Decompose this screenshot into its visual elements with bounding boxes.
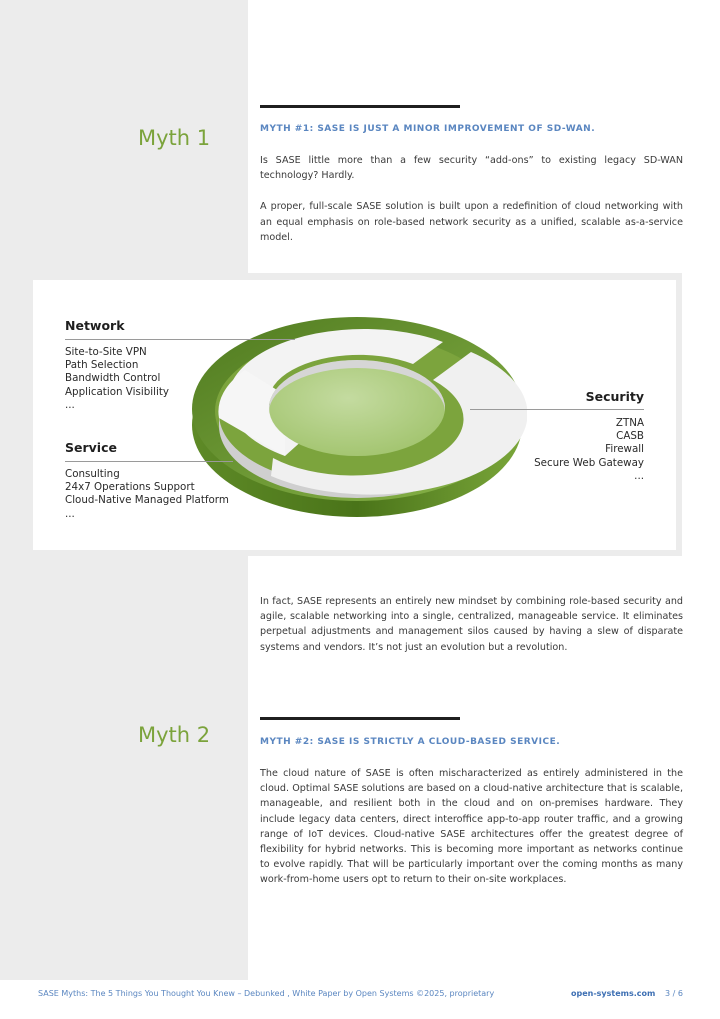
footer-link[interactable]: open-systems.com: [571, 989, 656, 998]
network-list: [65, 346, 169, 412]
myth1-followup: In fact, SASE represents an entirely new mindset by combining role-based security and agile, scalable networking into a single, centralized, manageable service. It eliminates perpetual adjustments and management silos caused by having a slew of disparate systems and vendors. It’s not just an evolution but a revolution.: [260, 596, 683, 653]
security-list: [500, 417, 644, 483]
service-title: Service: [65, 440, 117, 455]
myth1-rule: [260, 105, 460, 108]
service-leader-line: [65, 461, 233, 462]
network-title: Network: [65, 318, 125, 333]
sase-ring-diagram: [185, 308, 527, 523]
myth1-paragraph-1: Is SASE little more than a few security “add-ons” to existing legacy SD-WAN technology? Hardly.: [260, 155, 683, 182]
security-title: Security: [585, 389, 644, 404]
list-item: ZTNA: [615, 417, 644, 429]
list-item: Firewall: [605, 443, 644, 456]
security-leader-line: [470, 409, 644, 410]
myth2-body: The cloud nature of SASE is often mischaracterized as entirely administered in the cloud. Optimal SASE solutions are based on a cloud-native architecture that is scalable, manageable, and resilient both in the cloud and on on-premises hardware. They include legacy data centers, direct interoffice app-to-app router traffic, and a growing range of IoT devices. Cloud-native SASE architectures offer the greatest degree of flexibility for hybrid networks. This is becoming more important as networks continue to evolve rapidly. That will be particularly important over the coming months as many work-from-home users opt to return to their on-site workplaces.: [260, 768, 683, 886]
list-item: CASB: [616, 430, 644, 443]
list-item: Secure Web Gateway: [534, 456, 644, 469]
myth1-paragraph-2: A proper, full-scale SASE solution is built upon a redefinition of cloud networking with an equal emphasis on role-based network security as a unified, scalable as-a-service model.: [260, 201, 683, 243]
list-item: Application Visibility: [65, 385, 169, 398]
network-leader-line: [65, 339, 295, 340]
myth1-body: [260, 153, 683, 261]
list-item: ...: [65, 507, 75, 520]
list-item: ...: [65, 398, 75, 411]
myth2-heading: MYTH #2: SASE IS STRICTLY A CLOUD-BASED SERVICE.: [260, 737, 561, 747]
list-item: Path Selection: [65, 359, 139, 372]
myth2-rule: [260, 717, 460, 720]
page-number: 3 / 6: [665, 989, 683, 998]
footer-text: SASE Myths: The 5 Things You Thought You Knew – Debunked , White Paper by Open Systems ©2025, proprietary: [38, 989, 495, 998]
list-item: 24x7 Operations Support: [65, 481, 195, 494]
myth1-label: Myth 1: [138, 126, 211, 150]
list-item: Cloud-Native Managed Platform: [65, 494, 229, 507]
list-item: ...: [634, 469, 644, 482]
list-item: Consulting: [65, 468, 120, 480]
service-list: [65, 468, 229, 521]
myth2-label: Myth 2: [138, 723, 211, 747]
myth1-heading: MYTH #1: SASE IS JUST A MINOR IMPROVEMENT OF SD-WAN.: [260, 124, 596, 134]
list-item: Bandwidth Control: [65, 372, 161, 385]
list-item: Site-to-Site VPN: [65, 346, 147, 358]
